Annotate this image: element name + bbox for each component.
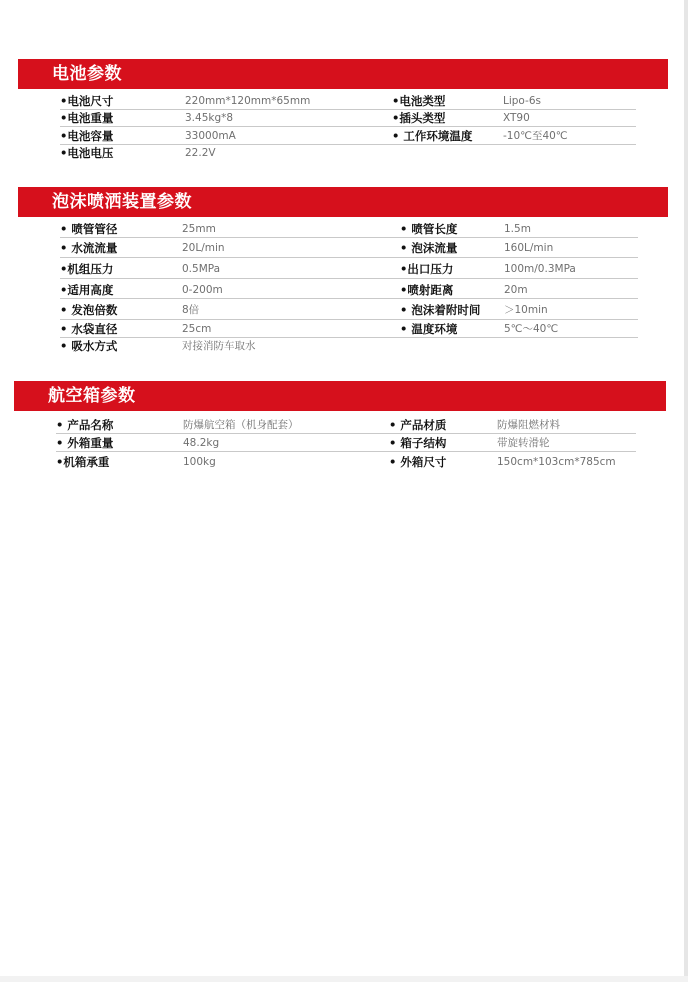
row-divider bbox=[60, 278, 638, 279]
spec-label: •电池重量 bbox=[60, 111, 114, 125]
spec-value: Lipo-6s bbox=[503, 95, 541, 107]
spec-value: 20m bbox=[504, 284, 528, 296]
foam-section-title: 泡沫喷洒装置参数 bbox=[18, 187, 668, 217]
spec-label: • 温度环境 bbox=[400, 322, 458, 336]
spec-value: 防爆阻燃材料 bbox=[497, 419, 560, 431]
case-section-title: 航空箱参数 bbox=[14, 381, 666, 411]
spec-label: • 水袋直径 bbox=[60, 322, 118, 336]
spec-value: 100m/0.3MPa bbox=[504, 263, 576, 275]
spec-label: •喷射距离 bbox=[400, 283, 454, 297]
row-divider bbox=[56, 451, 636, 452]
spec-label: •出口压力 bbox=[400, 262, 454, 276]
row-divider bbox=[60, 337, 638, 338]
spec-label: •电池容量 bbox=[60, 129, 114, 143]
spec-value: 5℃～40℃ bbox=[504, 323, 559, 335]
spec-value: 25cm bbox=[182, 323, 212, 335]
spec-label: • 喷管长度 bbox=[400, 222, 458, 236]
spec-label: • 泡沫流量 bbox=[400, 241, 458, 255]
spec-value: 0.5MPa bbox=[182, 263, 221, 275]
spec-value: 160L/min bbox=[504, 242, 554, 254]
spec-label: • 外箱重量 bbox=[56, 436, 114, 450]
spec-label: • 喷管管径 bbox=[60, 222, 118, 236]
spec-value: 0-200m bbox=[182, 284, 223, 296]
spec-value: -10℃至40℃ bbox=[503, 130, 568, 142]
row-divider bbox=[60, 257, 638, 258]
spec-value: 100kg bbox=[183, 456, 216, 468]
spec-value: 25mm bbox=[182, 223, 216, 235]
spec-label: • 产品名称 bbox=[56, 418, 114, 432]
spec-value: 150cm*103cm*785cm bbox=[497, 456, 616, 468]
spec-value: 带旋转滑轮 bbox=[497, 437, 550, 449]
spec-value: 20L/min bbox=[182, 242, 225, 254]
spec-label: •机组压力 bbox=[60, 262, 114, 276]
spec-value: 8倍 bbox=[182, 304, 200, 316]
spec-value: 220mm*120mm*65mm bbox=[185, 95, 311, 107]
spec-label: •电池电压 bbox=[60, 146, 114, 160]
spec-label: • 泡沫着附时间 bbox=[400, 303, 481, 317]
spec-label: •电池类型 bbox=[392, 94, 446, 108]
spec-label: • 外箱尺寸 bbox=[389, 455, 447, 469]
spec-value: 对接消防车取水 bbox=[182, 340, 256, 352]
row-divider bbox=[60, 237, 638, 238]
spec-value: 33000mA bbox=[185, 130, 236, 142]
row-divider bbox=[60, 144, 636, 145]
spec-label: • 产品材质 bbox=[389, 418, 447, 432]
spec-label: • 箱子结构 bbox=[389, 436, 447, 450]
row-divider bbox=[60, 298, 638, 299]
spec-label: •电池尺寸 bbox=[60, 94, 114, 108]
spec-label: • 水流流量 bbox=[60, 241, 118, 255]
spec-value: XT90 bbox=[503, 112, 530, 124]
spec-value: 3.45kg*8 bbox=[185, 112, 234, 124]
spec-value: ＞10min bbox=[504, 304, 548, 316]
page-bottom-edge bbox=[0, 976, 688, 982]
spec-value: 1.5m bbox=[504, 223, 531, 235]
spec-label: •插头类型 bbox=[392, 111, 446, 125]
spec-value: 防爆航空箱（机身配套） bbox=[183, 419, 299, 431]
spec-label: • 吸水方式 bbox=[60, 339, 118, 353]
row-divider bbox=[60, 109, 636, 110]
page-edge bbox=[684, 0, 688, 982]
spec-label: •适用高度 bbox=[60, 283, 114, 297]
spec-value: 48.2kg bbox=[183, 437, 220, 449]
battery-section-title: 电池参数 bbox=[18, 59, 668, 89]
spec-label: •机箱承重 bbox=[56, 455, 110, 469]
spec-value: 22.2V bbox=[185, 147, 216, 159]
spec-label: • 发泡倍数 bbox=[60, 303, 118, 317]
spec-label: • 工作环境温度 bbox=[392, 129, 473, 143]
